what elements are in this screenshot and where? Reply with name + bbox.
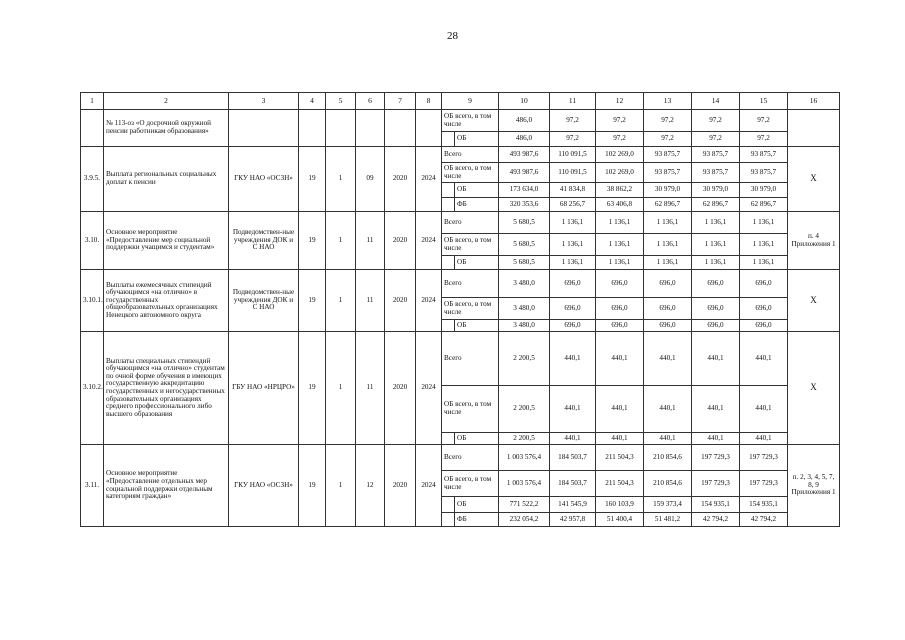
funding-source: ОБ bbox=[455, 497, 499, 513]
amount-cell: 97,2 bbox=[550, 110, 596, 132]
amount-cell: 97,2 bbox=[692, 110, 740, 132]
col-4: 19 bbox=[299, 332, 326, 445]
amount-cell: 696,0 bbox=[740, 298, 788, 320]
amount-cell: 3 480,0 bbox=[499, 270, 550, 298]
executor: ГКУ НАО «ОСЗН» bbox=[229, 445, 299, 527]
amount-cell: 110 091,5 bbox=[550, 163, 596, 183]
end-year: 2024 bbox=[416, 270, 442, 332]
col-5: 1 bbox=[326, 147, 356, 212]
amount-cell: 1 136,1 bbox=[596, 234, 644, 256]
amount-cell: 696,0 bbox=[550, 270, 596, 298]
amount-cell: 30 979,0 bbox=[740, 183, 788, 198]
header-row bbox=[81, 93, 840, 110]
amount-cell: 440,1 bbox=[692, 433, 740, 445]
table-row bbox=[81, 110, 840, 132]
amount-cell: 211 504,3 bbox=[596, 445, 644, 471]
amount-cell: 93 875,7 bbox=[740, 147, 788, 163]
col-6: 11 bbox=[356, 332, 385, 445]
col-4 bbox=[299, 110, 326, 147]
header-cell: 15 bbox=[740, 93, 788, 110]
funding-source: ОБ bbox=[455, 433, 499, 445]
amount-cell: 486,0 bbox=[499, 132, 550, 147]
amount-cell: 440,1 bbox=[740, 332, 788, 386]
amount-cell: 197 729,3 bbox=[692, 471, 740, 497]
funding-source: ОБ bbox=[455, 183, 499, 198]
amount-cell: 41 834,8 bbox=[550, 183, 596, 198]
col-5: 1 bbox=[326, 445, 356, 527]
amount-cell: 440,1 bbox=[644, 332, 692, 386]
reference-note: п. 2, 3, 4, 5, 7, 8, 9 Приложения 1 bbox=[788, 445, 840, 527]
budget-table bbox=[80, 92, 840, 527]
funding-source: ОБ bbox=[455, 320, 499, 332]
amount-cell: 696,0 bbox=[644, 270, 692, 298]
amount-cell: 197 729,3 bbox=[740, 471, 788, 497]
header-cell: 2 bbox=[104, 93, 229, 110]
item-code: 3.10. bbox=[81, 212, 104, 270]
amount-cell: 1 136,1 bbox=[740, 212, 788, 234]
amount-cell: 771 522,2 bbox=[499, 497, 550, 513]
page-number: 28 bbox=[447, 30, 458, 42]
amount-cell: 5 680,5 bbox=[499, 256, 550, 270]
end-year: 2024 bbox=[416, 445, 442, 527]
amount-cell: 1 136,1 bbox=[550, 212, 596, 234]
header-cell: 10 bbox=[499, 93, 550, 110]
funding-source: ОБ bbox=[455, 132, 499, 147]
amount-cell: 486,0 bbox=[499, 110, 550, 132]
amount-cell: 320 353,6 bbox=[499, 198, 550, 212]
amount-cell: 1 136,1 bbox=[644, 234, 692, 256]
col-6: 12 bbox=[356, 445, 385, 527]
item-name: № 113-оз «О досрочной окружной пенсии работникам образования» bbox=[104, 110, 229, 147]
amount-cell: 440,1 bbox=[740, 433, 788, 445]
indent-cell bbox=[442, 198, 455, 212]
amount-cell: 440,1 bbox=[550, 433, 596, 445]
amount-cell: 102 269,0 bbox=[596, 147, 644, 163]
col-4: 19 bbox=[299, 270, 326, 332]
reference-note: Х bbox=[788, 147, 840, 212]
amount-cell: 696,0 bbox=[740, 270, 788, 298]
amount-cell: 696,0 bbox=[596, 298, 644, 320]
funding-source: Всего bbox=[442, 147, 499, 163]
start-year: 2020 bbox=[385, 445, 416, 527]
amount-cell: 1 136,1 bbox=[644, 256, 692, 270]
funding-source: ОБ всего, в том числе bbox=[442, 298, 499, 320]
item-name: Основное мероприятие «Предоставление мер социальной поддержки учащимся и студентам» bbox=[104, 212, 229, 270]
amount-cell: 696,0 bbox=[644, 320, 692, 332]
amount-cell: 696,0 bbox=[644, 298, 692, 320]
amount-cell: 1 136,1 bbox=[692, 234, 740, 256]
start-year bbox=[385, 110, 416, 147]
amount-cell: 493 987,6 bbox=[499, 147, 550, 163]
amount-cell: 93 875,7 bbox=[692, 147, 740, 163]
end-year: 2024 bbox=[416, 332, 442, 445]
col-5 bbox=[326, 110, 356, 147]
amount-cell: 1 136,1 bbox=[596, 256, 644, 270]
indent-cell bbox=[442, 497, 455, 513]
amount-cell: 210 854,6 bbox=[644, 471, 692, 497]
amount-cell: 440,1 bbox=[740, 386, 788, 433]
amount-cell: 154 935,1 bbox=[740, 497, 788, 513]
amount-cell: 62 896,7 bbox=[692, 198, 740, 212]
executor: ГБУ НАО «НРЦРО» bbox=[229, 332, 299, 445]
amount-cell: 97,2 bbox=[550, 132, 596, 147]
amount-cell: 1 136,1 bbox=[692, 212, 740, 234]
funding-source: Всего bbox=[442, 445, 499, 471]
col-4: 19 bbox=[299, 212, 326, 270]
amount-cell: 197 729,3 bbox=[692, 445, 740, 471]
executor: Подведомствен-ные учреждения ДОК и С НАО bbox=[229, 270, 299, 332]
amount-cell: 440,1 bbox=[550, 386, 596, 433]
header-cell: 8 bbox=[416, 93, 442, 110]
funding-source: ФБ bbox=[455, 513, 499, 527]
start-year: 2020 bbox=[385, 212, 416, 270]
funding-source: Всего bbox=[442, 212, 499, 234]
amount-cell: 184 503,7 bbox=[550, 445, 596, 471]
col-6: 11 bbox=[356, 270, 385, 332]
end-year: 2024 bbox=[416, 212, 442, 270]
funding-source: ОБ всего, в том числе bbox=[442, 110, 499, 132]
amount-cell: 97,2 bbox=[740, 132, 788, 147]
item-code: 3.10.1. bbox=[81, 270, 104, 332]
header-cell: 7 bbox=[385, 93, 416, 110]
end-year: 2024 bbox=[416, 147, 442, 212]
item-name: Выплаты специальных стипендий обучающимся «на отлично» студентам по очной форме обучения в имеющих государственную аккредитацию государственных и негосударственных образовательных организациях среднего профессионального либо высшего образования bbox=[104, 332, 229, 445]
amount-cell: 1 136,1 bbox=[740, 234, 788, 256]
indent-cell bbox=[442, 132, 455, 147]
indent-cell bbox=[442, 433, 455, 445]
table-row bbox=[81, 332, 840, 386]
indent-cell bbox=[442, 513, 455, 527]
header-cell: 4 bbox=[299, 93, 326, 110]
header-cell: 12 bbox=[596, 93, 644, 110]
amount-cell: 42 794,2 bbox=[740, 513, 788, 527]
amount-cell: 440,1 bbox=[692, 386, 740, 433]
amount-cell: 62 896,7 bbox=[644, 198, 692, 212]
amount-cell: 154 935,1 bbox=[692, 497, 740, 513]
amount-cell: 93 875,7 bbox=[644, 147, 692, 163]
indent-cell bbox=[442, 320, 455, 332]
amount-cell: 696,0 bbox=[692, 320, 740, 332]
item-name: Выплаты ежемесячных стипендий обучающимся «на отлично» в государственных общеобразовательных организациях Ненецкого автономного округа bbox=[104, 270, 229, 332]
col-4: 19 bbox=[299, 147, 326, 212]
amount-cell: 2 200,5 bbox=[499, 386, 550, 433]
header-cell: 16 bbox=[788, 93, 840, 110]
header-cell: 5 bbox=[326, 93, 356, 110]
amount-cell: 30 979,0 bbox=[692, 183, 740, 198]
start-year: 2020 bbox=[385, 332, 416, 445]
executor: Подведомствен-ные учреждения ДОК и С НАО bbox=[229, 212, 299, 270]
item-name: Выплата региональных социальных доплат к пенсии bbox=[104, 147, 229, 212]
amount-cell: 440,1 bbox=[596, 433, 644, 445]
amount-cell: 3 480,0 bbox=[499, 298, 550, 320]
funding-source: ОБ bbox=[455, 256, 499, 270]
amount-cell: 197 729,3 bbox=[740, 445, 788, 471]
amount-cell: 1 136,1 bbox=[692, 256, 740, 270]
amount-cell: 1 003 576,4 bbox=[499, 471, 550, 497]
item-code: 3.11. bbox=[81, 445, 104, 527]
amount-cell: 62 896,7 bbox=[740, 198, 788, 212]
amount-cell: 68 256,7 bbox=[550, 198, 596, 212]
amount-cell: 97,2 bbox=[644, 132, 692, 147]
amount-cell: 97,2 bbox=[740, 110, 788, 132]
amount-cell: 51 481,2 bbox=[644, 513, 692, 527]
item-name: Основное мероприятие «Предоставление отдельных мер социальной поддержки отдельным категориям граждан» bbox=[104, 445, 229, 527]
funding-source: ОБ всего, в том числе bbox=[442, 386, 499, 433]
amount-cell: 3 480,0 bbox=[499, 320, 550, 332]
amount-cell: 696,0 bbox=[550, 320, 596, 332]
amount-cell: 5 680,5 bbox=[499, 212, 550, 234]
amount-cell: 696,0 bbox=[692, 298, 740, 320]
amount-cell: 440,1 bbox=[596, 386, 644, 433]
amount-cell: 93 875,7 bbox=[740, 163, 788, 183]
amount-cell: 2 200,5 bbox=[499, 332, 550, 386]
header-cell: 11 bbox=[550, 93, 596, 110]
start-year: 2020 bbox=[385, 147, 416, 212]
reference-note: п. 4 Приложения 1 bbox=[788, 212, 840, 270]
header-cell: 3 bbox=[229, 93, 299, 110]
indent-cell bbox=[442, 183, 455, 198]
col-6 bbox=[356, 110, 385, 147]
table-row bbox=[81, 270, 840, 298]
col-5: 1 bbox=[326, 212, 356, 270]
col-6: 09 bbox=[356, 147, 385, 212]
executor: ГКУ НАО «ОСЗН» bbox=[229, 147, 299, 212]
amount-cell: 184 503,7 bbox=[550, 471, 596, 497]
amount-cell: 1 003 576,4 bbox=[499, 445, 550, 471]
amount-cell: 696,0 bbox=[550, 298, 596, 320]
amount-cell: 141 545,9 bbox=[550, 497, 596, 513]
amount-cell: 93 875,7 bbox=[692, 163, 740, 183]
amount-cell: 440,1 bbox=[644, 433, 692, 445]
amount-cell: 696,0 bbox=[596, 320, 644, 332]
amount-cell: 42 957,8 bbox=[550, 513, 596, 527]
amount-cell: 211 504,3 bbox=[596, 471, 644, 497]
amount-cell: 110 091,5 bbox=[550, 147, 596, 163]
amount-cell: 30 979,0 bbox=[644, 183, 692, 198]
col-4: 19 bbox=[299, 445, 326, 527]
amount-cell: 493 987,6 bbox=[499, 163, 550, 183]
amount-cell: 210 854,6 bbox=[644, 445, 692, 471]
funding-source: ФБ bbox=[455, 198, 499, 212]
amount-cell: 696,0 bbox=[596, 270, 644, 298]
amount-cell: 159 373,4 bbox=[644, 497, 692, 513]
amount-cell: 2 200,5 bbox=[499, 433, 550, 445]
funding-source: ОБ всего, в том числе bbox=[442, 163, 499, 183]
amount-cell: 232 054,2 bbox=[499, 513, 550, 527]
amount-cell: 1 136,1 bbox=[550, 234, 596, 256]
table-row bbox=[81, 212, 840, 234]
funding-source: ОБ всего, в том числе bbox=[442, 234, 499, 256]
amount-cell: 1 136,1 bbox=[644, 212, 692, 234]
header-cell: 9 bbox=[442, 93, 499, 110]
amount-cell: 440,1 bbox=[596, 332, 644, 386]
amount-cell: 440,1 bbox=[692, 332, 740, 386]
col-6: 11 bbox=[356, 212, 385, 270]
funding-source: Всего bbox=[442, 270, 499, 298]
col-5: 1 bbox=[326, 332, 356, 445]
table-row bbox=[81, 445, 840, 471]
amount-cell: 696,0 bbox=[740, 320, 788, 332]
amount-cell: 63 406,8 bbox=[596, 198, 644, 212]
executor bbox=[229, 110, 299, 147]
end-year bbox=[416, 110, 442, 147]
header-cell: 14 bbox=[692, 93, 740, 110]
amount-cell: 173 634,0 bbox=[499, 183, 550, 198]
funding-source: ОБ всего, в том числе bbox=[442, 471, 499, 497]
amount-cell: 102 269,0 bbox=[596, 163, 644, 183]
funding-source: Всего bbox=[442, 332, 499, 386]
item-code bbox=[81, 110, 104, 147]
amount-cell: 440,1 bbox=[550, 332, 596, 386]
amount-cell: 93 875,7 bbox=[644, 163, 692, 183]
table-row bbox=[81, 147, 840, 163]
amount-cell: 5 680,5 bbox=[499, 234, 550, 256]
reference-note: Х bbox=[788, 270, 840, 332]
amount-cell: 1 136,1 bbox=[550, 256, 596, 270]
amount-cell: 97,2 bbox=[596, 110, 644, 132]
amount-cell: 51 400,4 bbox=[596, 513, 644, 527]
amount-cell: 42 794,2 bbox=[692, 513, 740, 527]
amount-cell: 1 136,1 bbox=[740, 256, 788, 270]
amount-cell: 696,0 bbox=[692, 270, 740, 298]
header-cell: 13 bbox=[644, 93, 692, 110]
header-cell: 1 bbox=[81, 93, 104, 110]
item-code: 3.10.2. bbox=[81, 332, 104, 445]
amount-cell: 160 103,9 bbox=[596, 497, 644, 513]
reference-note: Х bbox=[788, 332, 840, 445]
header-cell: 6 bbox=[356, 93, 385, 110]
amount-cell: 97,2 bbox=[692, 132, 740, 147]
start-year: 2020 bbox=[385, 270, 416, 332]
amount-cell: 97,2 bbox=[596, 132, 644, 147]
item-code: 3.9.5. bbox=[81, 147, 104, 212]
amount-cell: 38 862,2 bbox=[596, 183, 644, 198]
col-5: 1 bbox=[326, 270, 356, 332]
amount-cell: 1 136,1 bbox=[596, 212, 644, 234]
amount-cell: 440,1 bbox=[644, 386, 692, 433]
reference-note bbox=[788, 110, 840, 147]
indent-cell bbox=[442, 256, 455, 270]
amount-cell: 97,2 bbox=[644, 110, 692, 132]
